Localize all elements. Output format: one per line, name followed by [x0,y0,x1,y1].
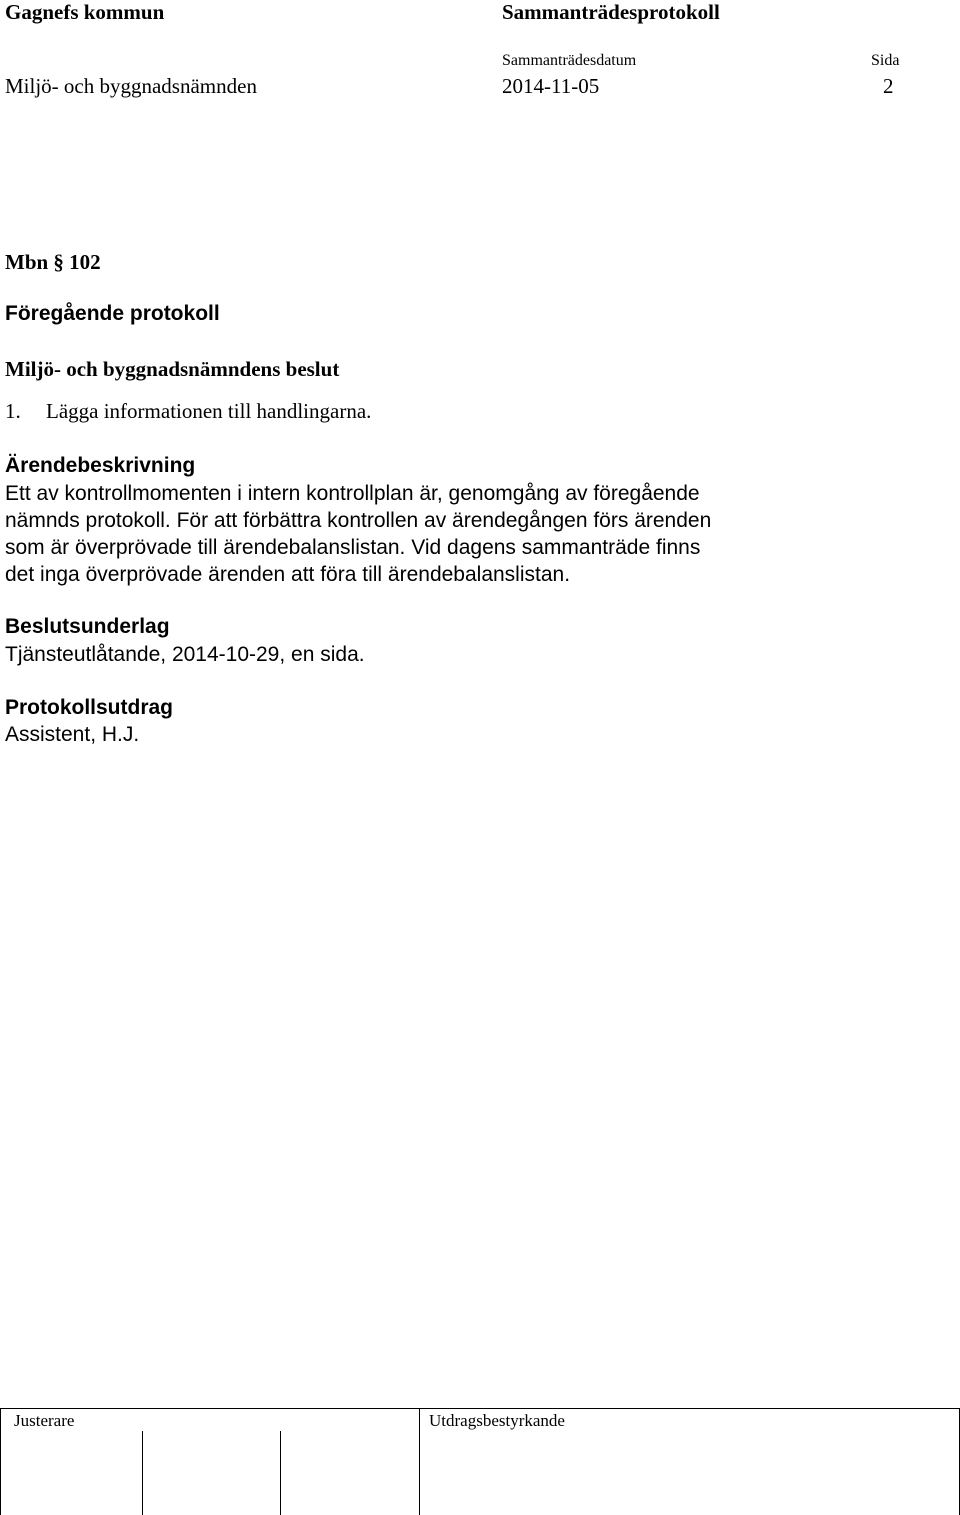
document-type: Sammanträdesprotokoll [502,0,720,24]
description-line: som är överprövade till ärendebalanslistan. Vid dagens sammanträde finns [5,536,701,559]
basis-heading: Beslutsunderlag [5,615,170,638]
signature-field-divider [280,1431,281,1515]
adjuster-label: Justerare [14,1411,75,1430]
section-number: Mbn § 102 [5,250,101,274]
meeting-date: 2014-11-05 [502,74,600,98]
footer-box-border [0,1408,1,1515]
description-line: det inga överprövade ärenden att föra till ärendebalanslistan. [5,563,571,586]
organization-name: Gagnefs kommun [5,0,165,24]
extract-heading: Protokollsutdrag [5,696,174,719]
description-text [5,480,955,588]
meeting-date-label: Sammanträdesdatum [502,52,637,69]
description-line: nämnds protokoll. För att förbättra kontrollen av ärendegången förs ärenden [5,509,712,532]
extract-recipient: Assistent, H.J. [5,723,140,746]
footer-divider [0,1408,960,1409]
description-line: Ett av kontrollmomenten i intern kontrollplan är, genomgång av föregående [5,482,700,505]
certification-label: Utdragsbestyrkande [429,1411,565,1430]
decision-item-number: 1. [5,399,21,423]
page-number: 2 [883,74,894,98]
board-name: Miljö- och byggnadsnämnden [5,74,257,98]
footer-box-border [419,1408,420,1515]
signature-field-divider [142,1431,143,1515]
decision-item [5,399,371,424]
description-heading: Ärendebeskrivning [5,454,196,477]
page-label: Sida [871,52,900,69]
basis-text: Tjänsteutlåtande, 2014-10-29, en sida. [5,643,365,666]
section-title: Föregående protokoll [5,302,220,325]
decision-heading: Miljö- och byggnadsnämndens beslut [5,357,340,381]
decision-item-text: Lägga informationen till handlingarna. [46,399,372,423]
